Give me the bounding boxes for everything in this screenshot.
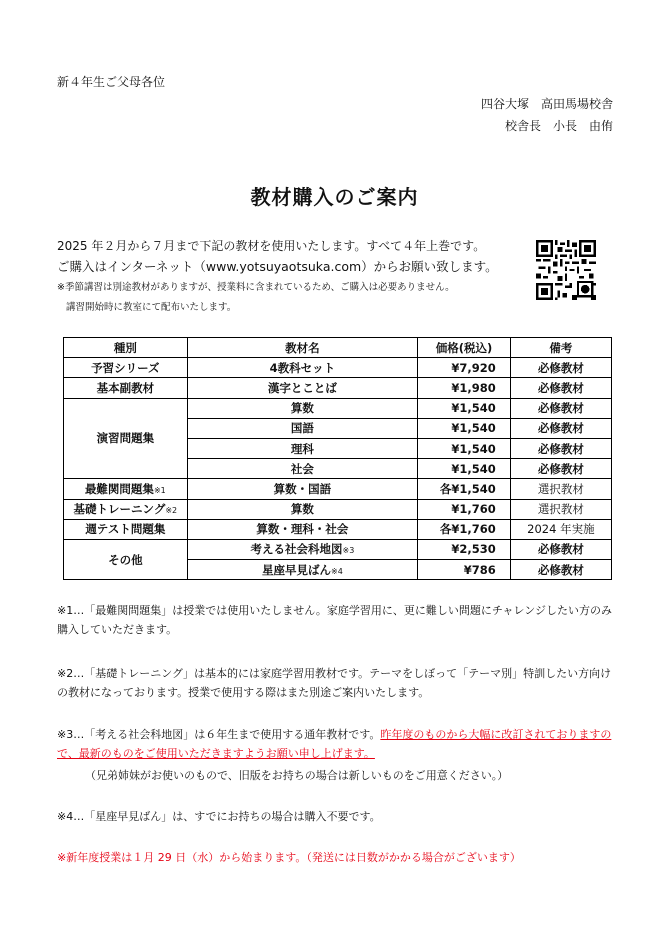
- intro-line-2: ご購入はインターネット（www.yotsuyaotsuka.com）からお願い致します。: [57, 259, 498, 274]
- header-price: 価格(税込): [418, 338, 511, 358]
- row-price: ¥786: [418, 560, 511, 580]
- name-text: 考える社会科地図: [250, 542, 343, 557]
- intro-line-4: 講習開始時に教室にて配布いたします。: [66, 302, 237, 313]
- row-name: [187, 539, 417, 559]
- row-note: 選択教材: [510, 499, 611, 519]
- row-note: 2024 年実施: [510, 519, 611, 539]
- row-note: 必修教材: [510, 378, 611, 398]
- row-category: 基本副教材: [64, 378, 188, 398]
- footnote-4: ※4…「星座早見ばん」は、すでにお持ちの場合は購入不要です。: [57, 810, 381, 823]
- row-price: ¥1,980: [418, 378, 511, 398]
- row-category: その他: [64, 539, 188, 579]
- row-name: 算数: [187, 398, 417, 418]
- qr-code-icon[interactable]: [536, 240, 596, 300]
- row-name: 国語: [187, 418, 417, 438]
- row-price: 各¥1,760: [418, 519, 511, 539]
- intro-line-1: 2025 年２月から７月まで下記の教材を使用いたします。すべて４年上巻です。: [57, 239, 486, 253]
- row-price: ¥1,540: [418, 398, 511, 418]
- category-text: 基礎トレーニング: [73, 502, 166, 517]
- footnote-3-text: ※3…「考える社会科地図」は６年生まで使用する通年教材です。: [57, 728, 381, 741]
- row-name: 算数・理科・社会: [187, 519, 417, 539]
- row-note: 必修教材: [510, 418, 611, 438]
- school-name: 四谷大塚 高田馬場校舎: [480, 97, 613, 111]
- table-header-row: [64, 338, 612, 358]
- row-price: ¥1,540: [418, 438, 511, 458]
- row-price: ¥1,760: [418, 499, 511, 519]
- row-category: [64, 479, 188, 499]
- table-row: [64, 358, 612, 378]
- row-note: 選択教材: [510, 479, 611, 499]
- row-price: ¥1,540: [418, 459, 511, 479]
- footnote-2: ※2…「基礎トレーニング」は基本的には家庭学習用教材です。テーマをしぼって「テーマ別」特訓したい方向けの教材になっております。授業で使用する際はまた別途ご案内いたします。: [57, 667, 612, 699]
- intro-line-3: ※季節講習は別途教材がありますが、授業料に含まれているため、ご購入は必要ありません。: [57, 282, 455, 293]
- footnote-3-sub: （兄弟姉妹がお使いのもので、旧版をお持ちの場合は新しいものをご用意ください。）: [85, 769, 509, 782]
- header-note: 備考: [510, 338, 611, 358]
- row-name: 算数・国語: [187, 479, 417, 499]
- row-note: 必修教材: [510, 398, 611, 418]
- addressee: 新４年生ご父母各位: [57, 75, 166, 89]
- table-row: [64, 398, 612, 418]
- row-note: 必修教材: [510, 539, 611, 559]
- row-category: [64, 499, 188, 519]
- materials-table: [63, 337, 612, 580]
- row-price: ¥7,920: [418, 358, 511, 378]
- row-price: 各¥1,540: [418, 479, 511, 499]
- row-price: ¥1,540: [418, 418, 511, 438]
- row-name: [187, 560, 417, 580]
- footnote-mark: ※1: [153, 485, 166, 495]
- table-row: [64, 479, 612, 499]
- table-row: [64, 378, 612, 398]
- row-name: 算数: [187, 499, 417, 519]
- row-name: 社会: [187, 459, 417, 479]
- final-notice: ※新年度授業は１月 29 日（水）から始まります。（発送には日数がかかる場合がございます）: [57, 851, 521, 864]
- footnote-mark: ※3: [342, 546, 355, 556]
- page-title: 教材購入のご案内: [250, 185, 419, 209]
- row-category: 演習問題集: [64, 398, 188, 479]
- row-note: 必修教材: [510, 358, 611, 378]
- footnote-3-warning: 昨年度のものから大幅に改訂されておりますので、最新のものをご使用いただきますようお願い申し上げます。: [57, 728, 612, 760]
- row-category: 予習シリーズ: [64, 358, 188, 378]
- header-name: 教材名: [187, 338, 417, 358]
- table-row: [64, 539, 612, 559]
- table-row: [64, 519, 612, 539]
- category-text: 最難関問題集: [84, 481, 154, 496]
- row-note: 必修教材: [510, 438, 611, 458]
- header-category: 種別: [64, 338, 188, 358]
- principal-name: 校舎長 小長 由侑: [504, 119, 613, 133]
- footnote-1: ※1…「最難関問題集」は授業では使用いたしません。家庭学習用に、更に難しい問題にチャレンジしたい方のみ購入していただきます。: [57, 604, 612, 636]
- footnote-mark: ※2: [165, 506, 178, 516]
- row-note: 必修教材: [510, 560, 611, 580]
- row-name: 4教科セット: [187, 358, 417, 378]
- footnote-3: [57, 725, 617, 763]
- name-text: 星座早見ばん: [262, 562, 332, 577]
- row-name: 理科: [187, 438, 417, 458]
- footnote-mark: ※4: [331, 566, 343, 576]
- table-row: [64, 499, 612, 519]
- row-category: 週テスト問題集: [64, 519, 188, 539]
- row-note: 必修教材: [510, 459, 611, 479]
- row-name: 漢字とことば: [187, 378, 417, 398]
- row-price: ¥2,530: [418, 539, 511, 559]
